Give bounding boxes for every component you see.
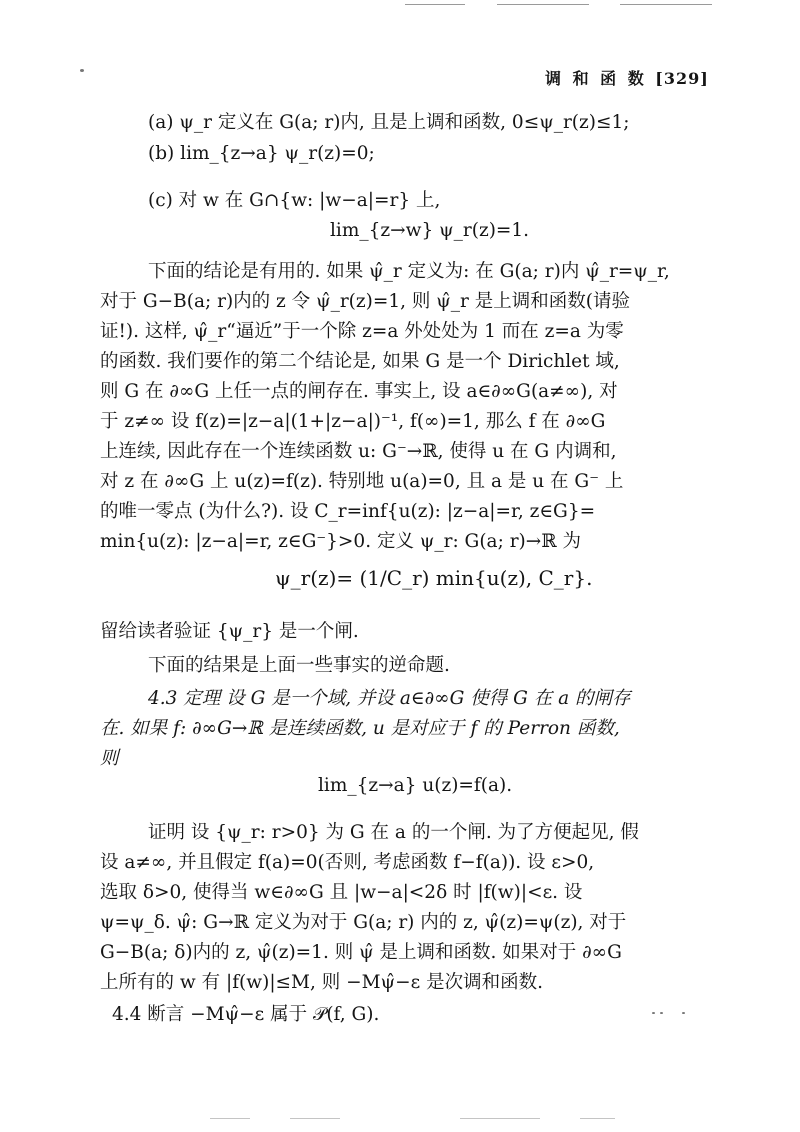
running-header [545,66,709,89]
bottom-scan-noise [210,1118,250,1119]
limit-formula-c: lim_{z→w} ψ_r(z)=1. [330,220,530,241]
condition-c: (c) 对 w 在 G∩{w: |w−a|=r} 上, [148,190,441,211]
scan-speck [80,69,84,72]
proof-line: ψ=ψ_δ. ψ̂: G→ℝ 定义为对于 G(a; r) 内的 z, ψ̂(z)=ψ(z), 对于 [100,912,627,933]
condition-b: (b) lim_{z→a} ψ_r(z)=0; [148,143,375,164]
bottom-scan-noise [580,1118,615,1119]
proof-line: G−B(a; δ)内的 z, ψ̂(z)=1. 则 ψ̂ 是上调和函数. 如果对于 ∂∞G [100,942,622,963]
bottom-scan-noise [460,1118,540,1119]
text-line: 上连续, 因此存在一个连续函数 u: G⁻→ℝ, 使得 u 在 G 内调和, [100,441,617,462]
psi-definition-formula: ψ_r(z)= (1/C_r) min{u(z), C_r}. [275,566,593,590]
text-line: min{u(z): |z−a|=r, z∈G⁻}>0. 定义 ψ_r: G(a; r)→ℝ 为 [100,531,582,552]
proof-line: 证明 设 {ψ_r: r>0} 为 G 在 a 的一个闸. 为了方便起见, 假 [148,822,639,843]
text-line: 于 z≠∞ 设 f(z)=|z−a|(1+|z−a|)⁻¹, f(∞)=1, 那么 f 在 ∂∞G [100,411,606,432]
proof-line: 上所有的 w 有 |f(w)|≤M, 则 −Mψ̂−ε 是次调和函数. [100,972,543,993]
page-number: [329] [655,69,709,88]
scan-speck [660,1012,663,1014]
scan-speck [652,1012,655,1014]
top-scan-rule [405,4,465,5]
theorem-4-3-cont: 则 [100,748,119,769]
text-line: 则 G 在 ∂∞G 上任一点的闸存在. 事实上, 设 a∈∂∞G(a≠∞), 对 [100,381,618,402]
bottom-scan-noise [290,1118,340,1119]
top-scan-rule [620,4,712,5]
text-line: 下面的结论是有用的. 如果 ψ̂_r 定义为: 在 G(a; r)内 ψ̂_r=ψ_r, [148,261,670,282]
text-line: 对于 G−B(a; r)内的 z 令 ψ̂_r(z)=1, 则 ψ̂_r 是上调和函数(请验 [100,291,630,312]
text-line: 对 z 在 ∂∞G 上 u(z)=f(z). 特别地 u(a)=0, 且 a 是 u 在 G⁻ 上 [100,471,624,492]
chapter-title: 调 和 函 数 [545,69,647,88]
text-line: 证!). 这样, ψ̂_r“逼近”于一个除 z=a 外处处为 1 而在 z=a 为零 [100,321,624,342]
condition-a: (a) ψ_r 定义在 G(a; r)内, 且是上调和函数, 0≤ψ_r(z)≤1; [148,112,630,133]
assertion-4-4: 4.4 断言 −Mψ̂−ε 属于 𝒫(f, G). [112,1004,380,1025]
text-line: 的唯一零点 (为什么?). 设 C_r=inf{u(z): |z−a|=r, z∈G}= [100,501,596,522]
theorem-4-3: 4.3 定理 设 G 是一个域, 并设 a∈∂∞G 使得 G 在 a 的闸存 [148,688,631,709]
text-line: 留给读者验证 {ψ_r} 是一个闸. [100,621,359,642]
theorem-limit-formula: lim_{z→a} u(z)=f(a). [318,775,513,796]
proof-line: 选取 δ>0, 使得当 w∈∂∞G 且 |w−a|<2δ 时 |f(w)|<ε. 设 [100,882,583,903]
top-scan-rule [497,4,589,5]
proof-line: 设 a≠∞, 并且假定 f(a)=0(否则, 考虑函数 f−f(a)). 设 ε>0, [100,852,595,873]
text-line: 下面的结果是上面一些事实的逆命题. [148,655,450,676]
text-line: 的函数. 我们要作的第二个结论是, 如果 G 是一个 Dirichlet 域, [100,351,620,372]
scan-speck [682,1012,685,1014]
theorem-4-3-cont: 在. 如果 f: ∂∞G→ℝ 是连续函数, u 是对应于 f 的 Perron 函数, [100,718,620,739]
